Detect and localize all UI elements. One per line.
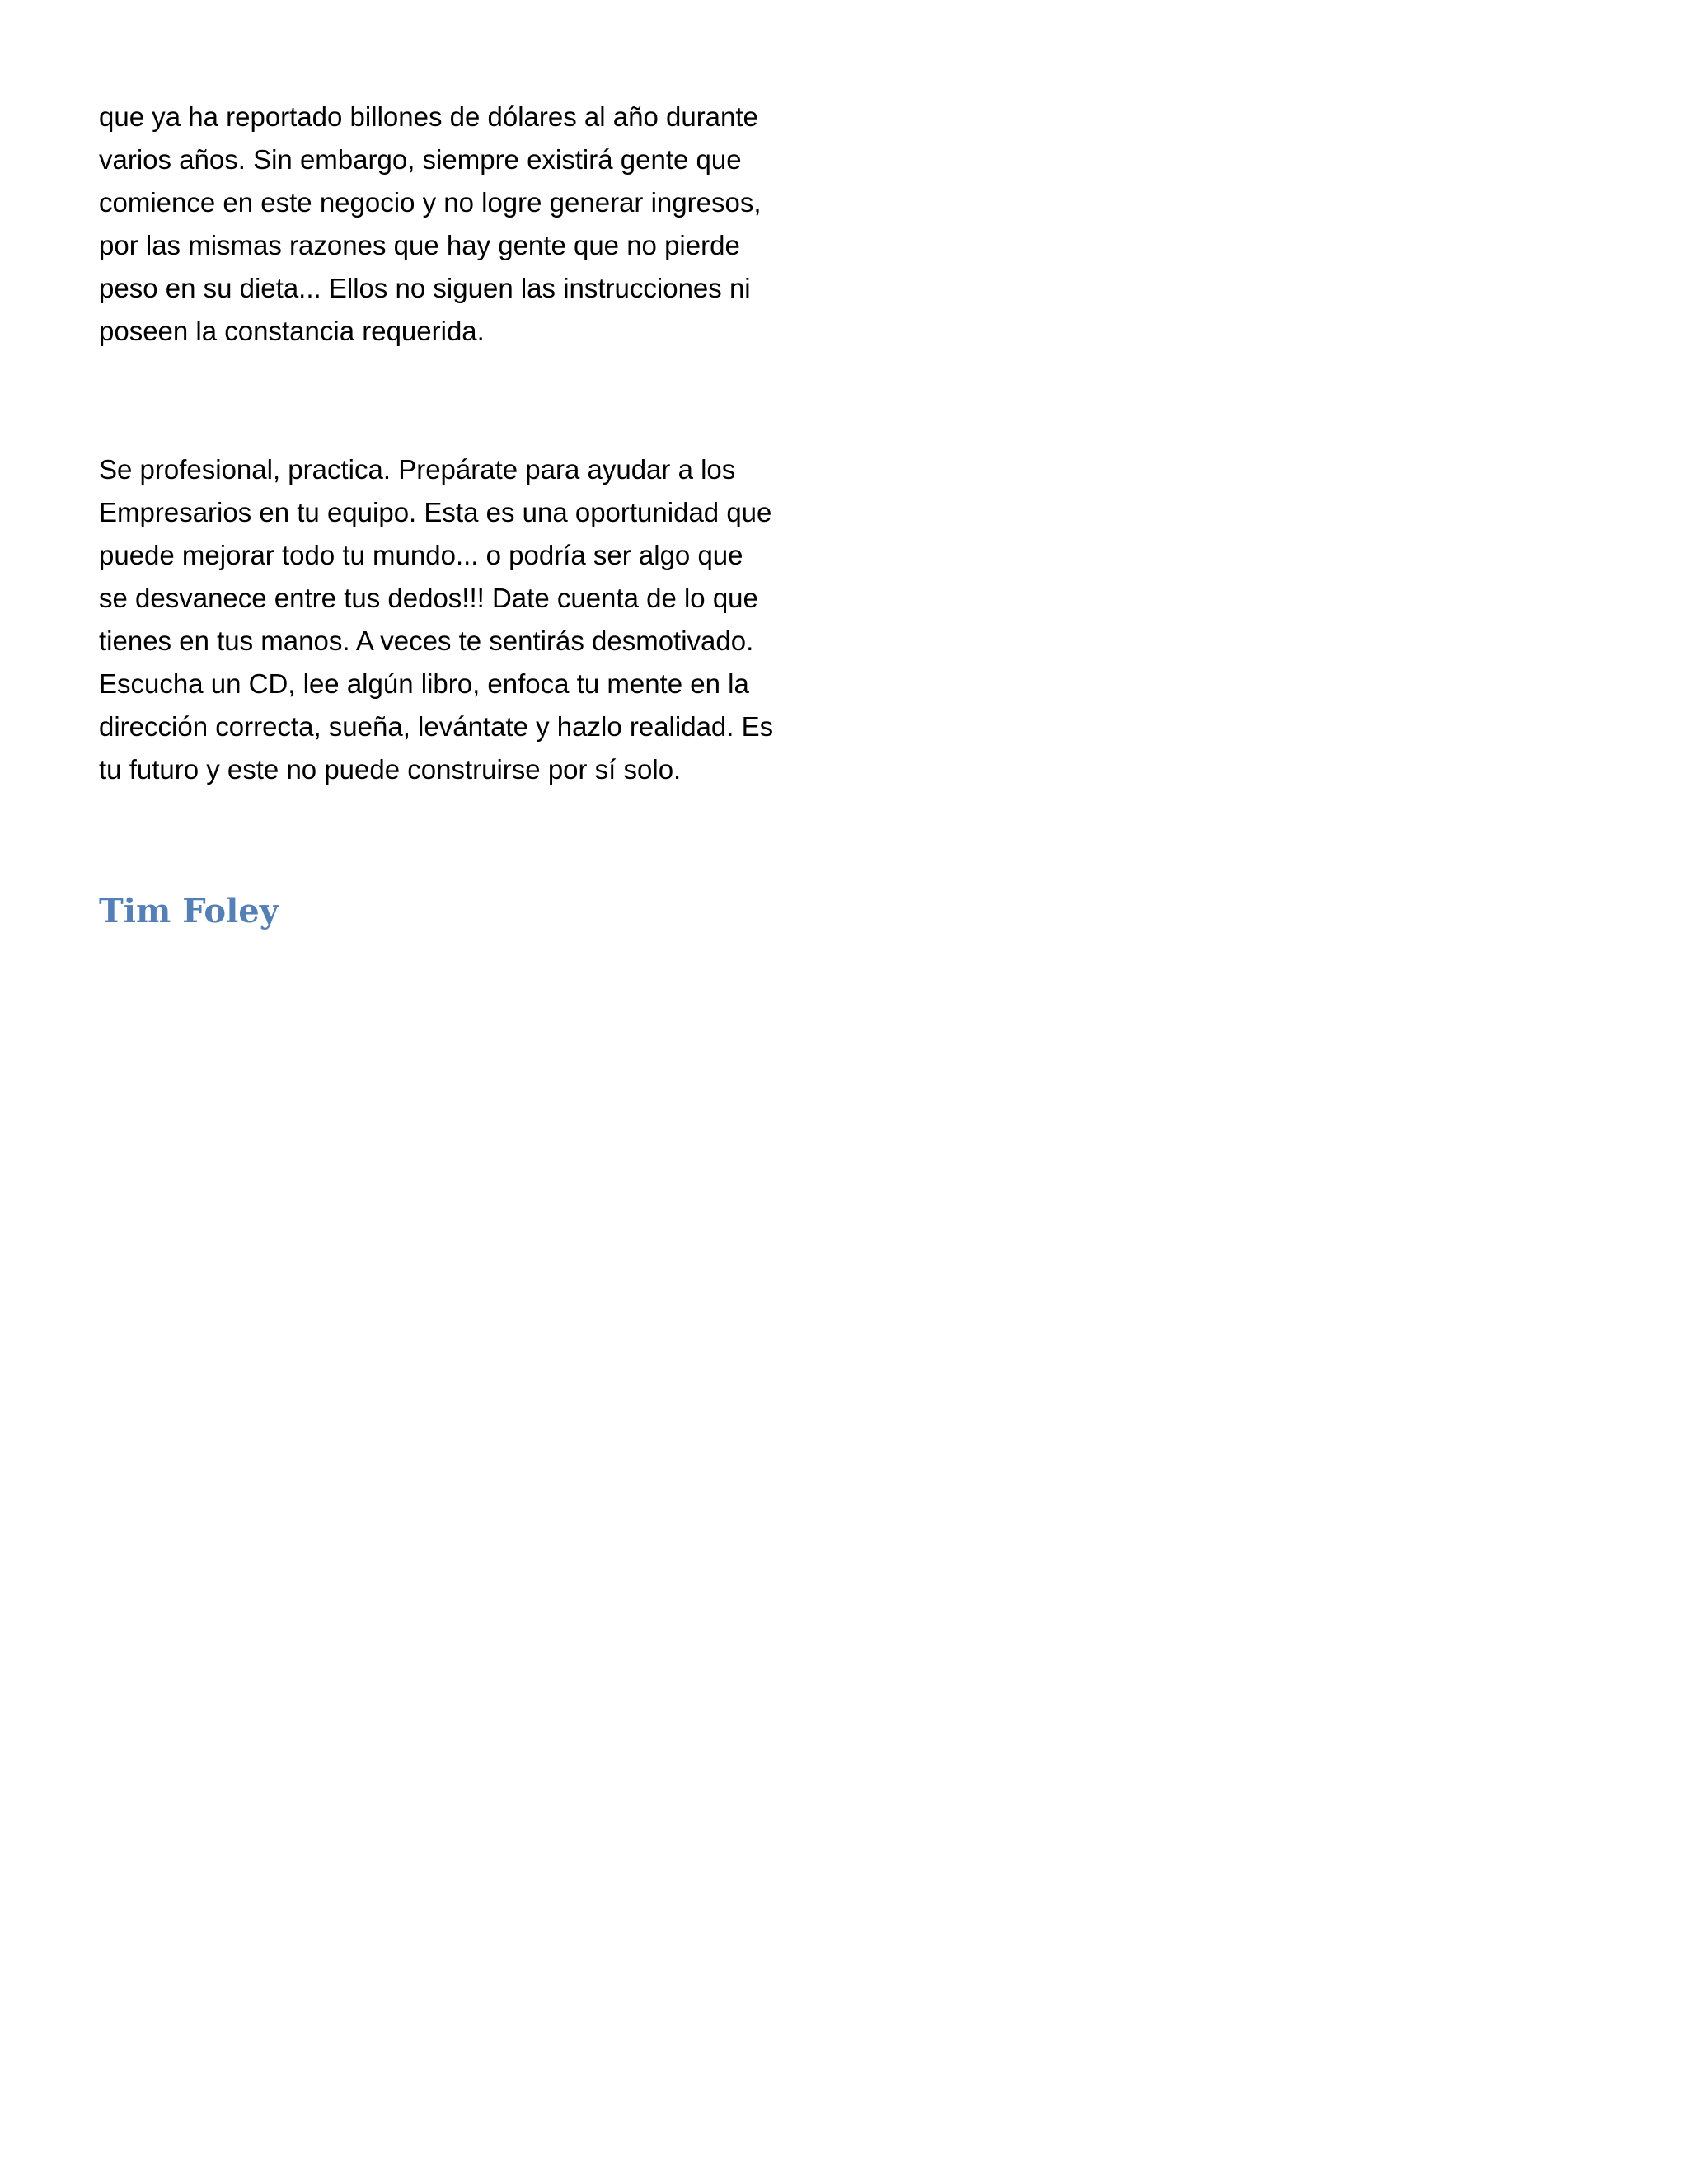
paragraph-line: tu futuro y este no puede construirse por sí solo.: [99, 754, 682, 785]
paragraph-line: peso en su dieta... Ellos no siguen las instrucciones ni: [99, 273, 751, 303]
paragraph-line: que ya ha reportado billones de dólares al año durante: [99, 101, 758, 132]
paragraph-line: Se profesional, practica. Prepárate para ayudar a los: [99, 454, 736, 485]
paragraph-line: Empresarios en tu equipo. Esta es una oportunidad que: [99, 497, 772, 527]
paragraph-line: poseen la constancia requerida.: [99, 316, 485, 346]
paragraph-line: puede mejorar todo tu mundo... o podría ser algo que: [99, 540, 743, 570]
paragraph-2: [99, 448, 808, 791]
paragraph-line: por las mismas razones que hay gente que no pierde: [99, 230, 740, 260]
author-name: Tim Foley: [99, 892, 279, 930]
paragraph-line: se desvanece entre tus dedos!!! Date cuenta de lo que: [99, 583, 758, 613]
paragraph-line: varios años. Sin embargo, siempre existirá gente que: [99, 144, 742, 175]
paragraph-1: [99, 96, 808, 353]
paragraph-line: tienes en tus manos. A veces te sentirás desmotivado.: [99, 626, 754, 656]
paragraph-line: Escucha un CD, lee algún libro, enfoca tu mente en la: [99, 668, 749, 699]
paragraph-line: comience en este negocio y no logre generar ingresos,: [99, 187, 762, 218]
paragraph-line: dirección correcta, sueña, levántate y hazlo realidad. Es: [99, 711, 774, 742]
text-column: [99, 96, 808, 933]
